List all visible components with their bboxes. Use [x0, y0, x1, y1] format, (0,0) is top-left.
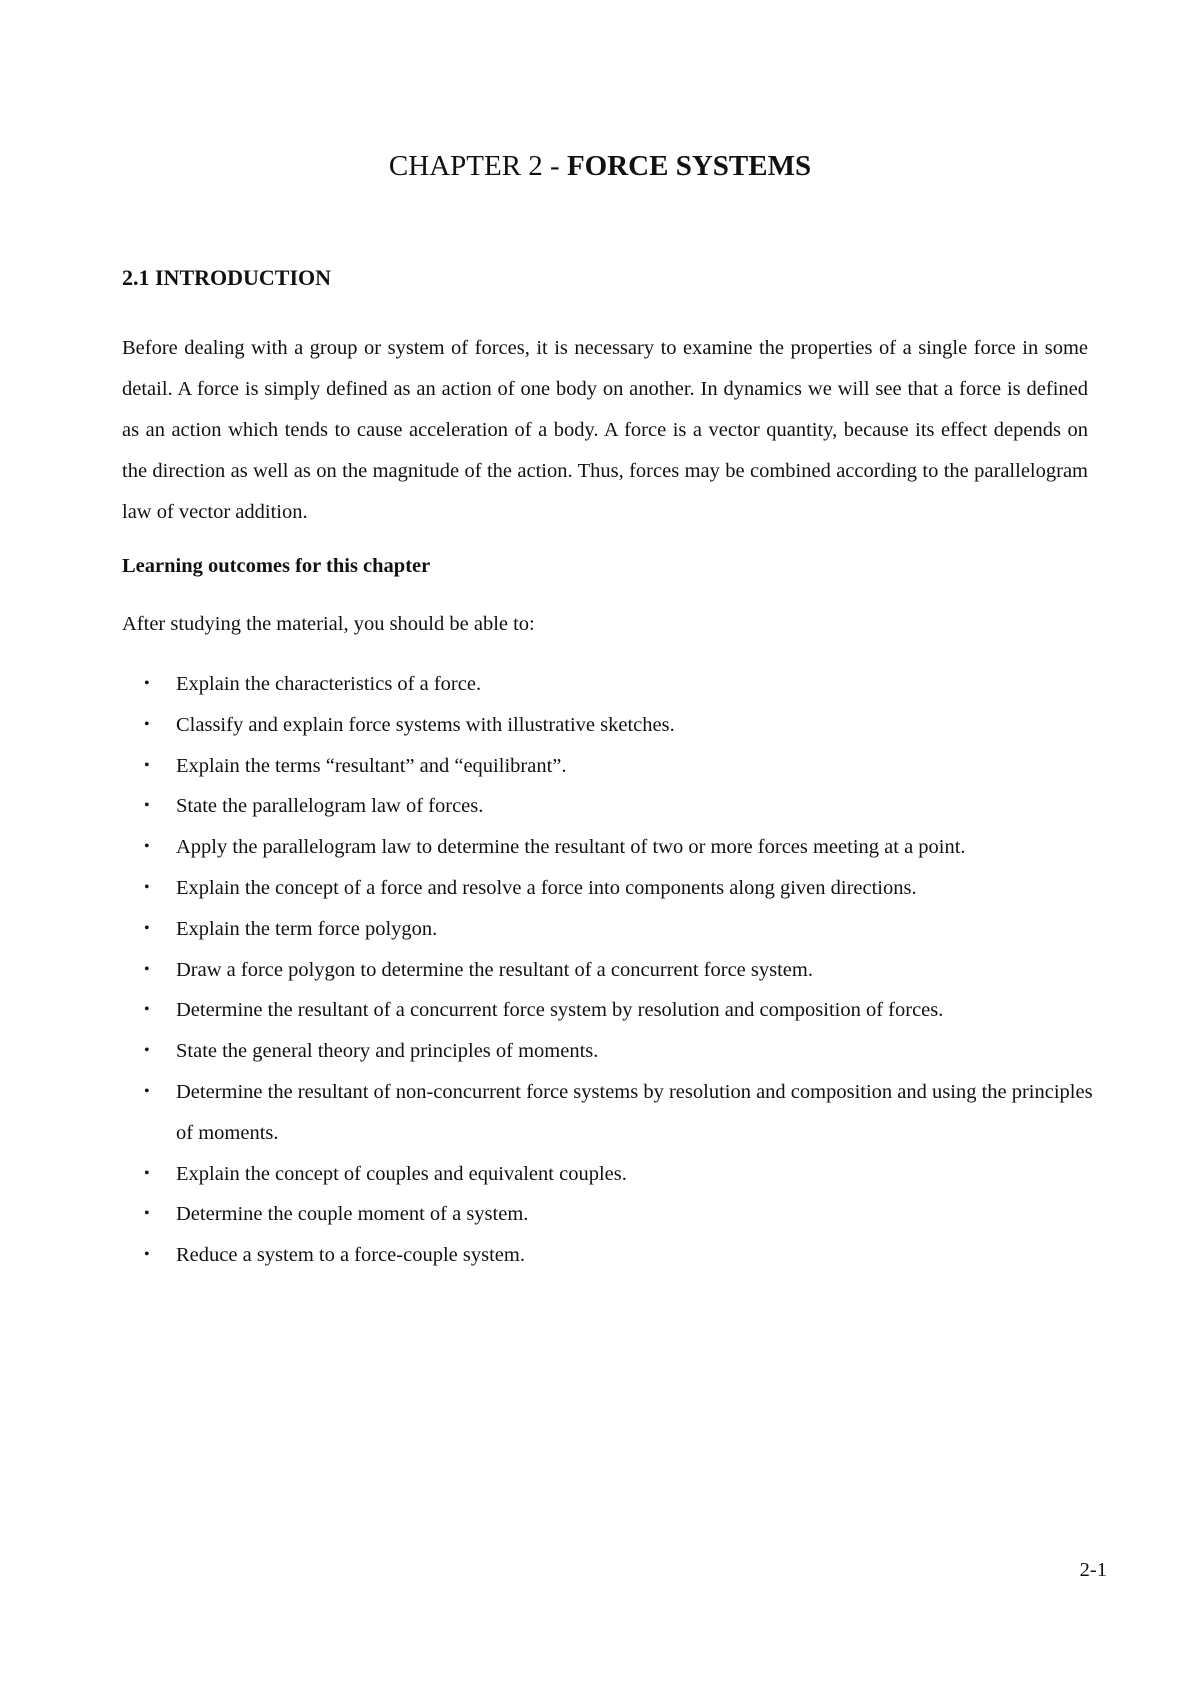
list-item	[122, 1194, 1102, 1235]
chapter-title	[0, 148, 1200, 184]
list-item-text: Explain the concept of a force and resolve a force into components along given directions.	[176, 876, 917, 899]
list-item-text: Reduce a system to a force-couple system.	[176, 1244, 525, 1267]
learning-outcomes-list	[122, 664, 1102, 1276]
list-item-text: Explain the characteristics of a force.	[176, 673, 482, 695]
list-item	[122, 990, 1102, 1031]
list-item	[122, 786, 1102, 827]
list-item	[122, 827, 1102, 868]
list-item	[122, 1154, 1102, 1195]
bullet-icon: •	[144, 1205, 150, 1223]
list-item	[122, 1235, 1102, 1276]
list-item	[122, 746, 1102, 787]
bullet-icon: •	[144, 1082, 150, 1100]
bullet-icon: •	[144, 1042, 150, 1060]
list-item-text: State the general theory and principles of moments.	[176, 1040, 599, 1063]
section-heading: 2.1 INTRODUCTION	[122, 265, 332, 290]
bullet-icon: •	[144, 756, 150, 774]
bullet-icon: •	[144, 838, 150, 856]
list-item	[122, 705, 1102, 746]
intro-paragraph: Before dealing with a group or system of forces, it is necessary to examine the properties of a single force in some detail. A force is simply defined as an action of one body on another. In dynamics we will see that a force is defined as an action which tends to cause acceleration of a body. A force is a vector quantity, because its effect depends on the direction as well as on the magnitude of the action. Thus, forces may be combined according to the parallelogram law of vector addition.	[122, 337, 1088, 523]
bullet-icon: •	[144, 919, 150, 937]
list-item	[122, 909, 1102, 950]
list-item-text: Determine the resultant of non-concurrent force systems by resolution and composition and using the principles of moments.	[176, 1080, 1093, 1144]
list-item	[122, 950, 1102, 991]
list-item-text: Draw a force polygon to determine the resultant of a concurrent force system.	[176, 958, 813, 981]
page-number: 2-1	[1079, 1559, 1107, 1581]
list-item	[122, 664, 1102, 705]
list-item	[122, 868, 1102, 909]
outcomes-lead-text: After studying the material, you should be able to:	[122, 613, 535, 635]
chapter-prefix: CHAPTER 2 -	[388, 150, 567, 182]
learning-outcomes-heading: Learning outcomes for this chapter	[122, 555, 431, 577]
bullet-icon: •	[144, 797, 150, 815]
list-item-text: State the parallelogram law of forces.	[176, 795, 484, 818]
bullet-icon: •	[144, 715, 150, 733]
bullet-icon: •	[144, 960, 150, 978]
list-item-text: Classify and explain force systems with illustrative sketches.	[176, 713, 675, 736]
list-item	[122, 1031, 1102, 1072]
list-item-text: Determine the resultant of a concurrent force system by resolution and composition of forces.	[176, 999, 944, 1022]
bullet-icon: •	[144, 1246, 150, 1264]
bullet-icon: •	[144, 675, 150, 692]
bullet-icon: •	[144, 1164, 150, 1182]
bullet-icon: •	[144, 878, 150, 896]
list-item	[122, 1072, 1102, 1154]
list-item-text: Explain the concept of couples and equivalent couples.	[176, 1162, 627, 1185]
list-item-text: Apply the parallelogram law to determine the resultant of two or more forces meeting at a point.	[176, 836, 966, 859]
chapter-name: FORCE SYSTEMS	[566, 150, 812, 182]
list-item-text: Explain the terms “resultant” and “equilibrant”.	[176, 754, 567, 777]
list-item-text: Determine the couple moment of a system.	[176, 1203, 529, 1226]
bullet-icon: •	[144, 1001, 150, 1019]
list-item-text: Explain the term force polygon.	[176, 917, 438, 940]
